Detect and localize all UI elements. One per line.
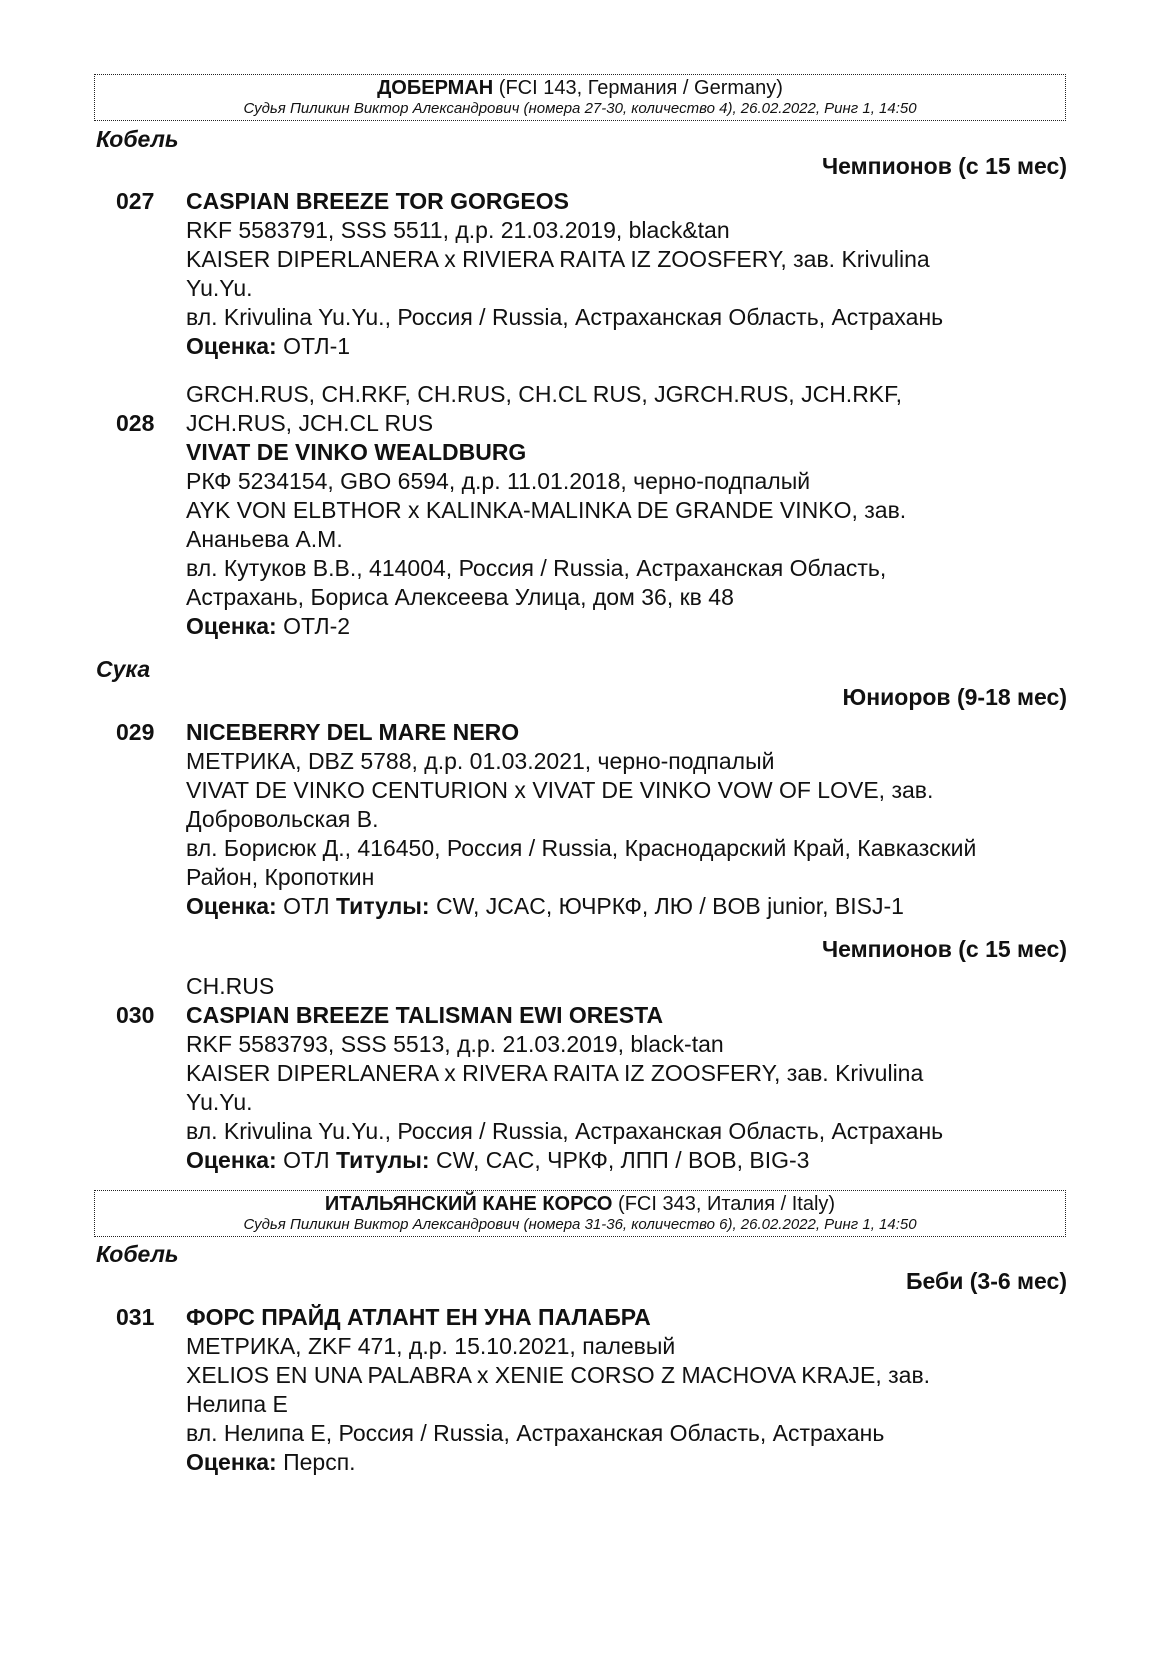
judge-line: Судья Пиликин Виктор Александрович (номера 27-30, количество 4), 26.02.2022, Ринг 1, 14:50 <box>243 100 917 117</box>
parents-breeder: KAISER DIPERLANERA x RIVIERA RAITA IZ ZOOSFERY, зав. Krivulina <box>186 246 930 272</box>
class-heading-baby: Беби (3-6 мес) <box>906 1268 1067 1294</box>
grade-line <box>186 612 1066 641</box>
grade-line <box>186 1146 1066 1175</box>
grade-value: ОТЛ <box>283 1147 330 1173</box>
grade-label: Оценка: <box>186 893 277 919</box>
owner: вл. Krivulina Yu.Yu., Россия / Russia, Астраханская Область, Астрахань <box>186 304 944 330</box>
dog-name: VIVAT DE VINKO WEALDBURG <box>186 439 527 465</box>
titles-label: Титулы: <box>336 1147 430 1173</box>
entry-number: 031 <box>116 1304 155 1330</box>
registration: РКФ 5234154, GBO 6594, д.р. 11.01.2018, черно-подпалый <box>186 468 811 494</box>
titles-value: CW, CAC, ЧРКФ, ЛПП / BOB, BIG-3 <box>435 1147 810 1173</box>
owner-cont: Астрахань, Бориса Алексеева Улица, дом 36, кв 48 <box>186 584 734 610</box>
breed-title <box>95 1193 1065 1216</box>
titles-label: Титулы: <box>336 893 430 919</box>
parents-breeder-cont: Нелипа Е <box>186 1391 288 1417</box>
breed-name: ДОБЕРМАН <box>377 77 494 99</box>
owner: вл. Борисюк Д., 416450, Россия / Russia, Краснодарский Край, Кавказский <box>186 835 977 861</box>
registration: RKF 5583793, SSS 5513, д.р. 21.03.2019, black-tan <box>186 1031 724 1057</box>
dog-name: CASPIAN BREEZE TOR GORGEOS <box>186 188 569 214</box>
previous-titles-cont: JCH.RUS, JCH.CL RUS <box>186 410 434 436</box>
parents-breeder: KAISER DIPERLANERA x RIVERA RAITA IZ ZOOSFERY, зав. Krivulina <box>186 1060 924 1086</box>
owner: вл. Krivulina Yu.Yu., Россия / Russia, Астраханская Область, Астрахань <box>186 1118 944 1144</box>
parents-breeder-cont: Добровольская В. <box>186 806 379 832</box>
breed-header-doberman <box>94 74 1066 121</box>
grade-label: Оценка: <box>186 333 277 359</box>
grade-line <box>186 332 1066 361</box>
breed-name: ИТАЛЬЯНСКИЙ КАНЕ КОРСО <box>324 1193 613 1215</box>
titles-value: CW, JCAC, ЮЧРКФ, ЛЮ / BOB junior, BISJ-1 <box>435 893 904 919</box>
class-heading-champions: Чемпионов (с 15 мес) <box>822 153 1067 179</box>
parents-breeder: VIVAT DE VINKO CENTURION x VIVAT DE VINKO VOW OF LOVE, зав. <box>186 777 934 803</box>
dog-name: NICEBERRY DEL MARE NERO <box>186 719 520 745</box>
registration: МЕТРИКА, DBZ 5788, д.р. 01.03.2021, черно-подпалый <box>186 748 775 774</box>
grade-label: Оценка: <box>186 1147 277 1173</box>
breed-title <box>95 77 1065 100</box>
registration: RKF 5583791, SSS 5511, д.р. 21.03.2019, black&tan <box>186 217 730 243</box>
parents-breeder-cont: Ананьева А.М. <box>186 526 343 552</box>
breed-header-cane-corso <box>94 1190 1066 1237</box>
entry-number: 029 <box>116 719 155 745</box>
entry-number: 027 <box>116 188 155 214</box>
sex-heading-male: Кобель <box>96 126 179 152</box>
grade-value: Персп. <box>283 1449 356 1475</box>
class-heading-champions: Чемпионов (с 15 мес) <box>822 936 1067 962</box>
previous-titles: GRCH.RUS, CH.RKF, CH.RUS, CH.CL RUS, JGRCH.RUS, JCH.RKF, <box>186 381 903 407</box>
owner: вл. Нелипа Е, Россия / Russia, Астраханская Область, Астрахань <box>186 1420 885 1446</box>
entry-number: 030 <box>116 1002 155 1028</box>
parents-breeder: AYK VON ELBTHOR x KALINKA-MALINKA DE GRANDE VINKO, зав. <box>186 497 907 523</box>
registration: МЕТРИКА, ZKF 471, д.р. 15.10.2021, палевый <box>186 1333 676 1359</box>
grade-line <box>186 1448 1066 1477</box>
sex-heading-male: Кобель <box>96 1241 179 1267</box>
grade-value: ОТЛ <box>283 893 330 919</box>
parents-breeder-cont: Yu.Yu. <box>186 1089 253 1115</box>
grade-label: Оценка: <box>186 613 277 639</box>
grade-value: ОТЛ-1 <box>283 333 351 359</box>
owner-cont: Район, Кропоткин <box>186 864 375 890</box>
grade-label: Оценка: <box>186 1449 277 1475</box>
sex-heading-female: Сука <box>96 656 151 682</box>
dog-name: ФОРС ПРАЙД АТЛАНТ ЕН УНА ПАЛАБРА <box>186 1304 651 1330</box>
breed-info: (FCI 343, Италия / Italy) <box>618 1193 836 1215</box>
parents-breeder: XELIOS EN UNA PALABRA x XENIE CORSO Z MACHOVA KRAJE, зав. <box>186 1362 931 1388</box>
grade-line <box>186 892 1066 921</box>
parents-breeder-cont: Yu.Yu. <box>186 275 253 301</box>
previous-titles: CH.RUS <box>186 973 275 999</box>
class-heading-juniors: Юниоров (9-18 мес) <box>842 684 1067 710</box>
owner: вл. Кутуков В.В., 414004, Россия / Russia, Астраханская Область, <box>186 555 887 581</box>
grade-value: ОТЛ-2 <box>283 613 351 639</box>
entry-number: 028 <box>116 410 155 436</box>
breed-info: (FCI 143, Германия / Germany) <box>498 77 783 99</box>
judge-line: Судья Пиликин Виктор Александрович (номера 31-36, количество 6), 26.02.2022, Ринг 1, 14:50 <box>243 1216 917 1233</box>
dog-name: CASPIAN BREEZE TALISMAN EWI ORESTA <box>186 1002 664 1028</box>
